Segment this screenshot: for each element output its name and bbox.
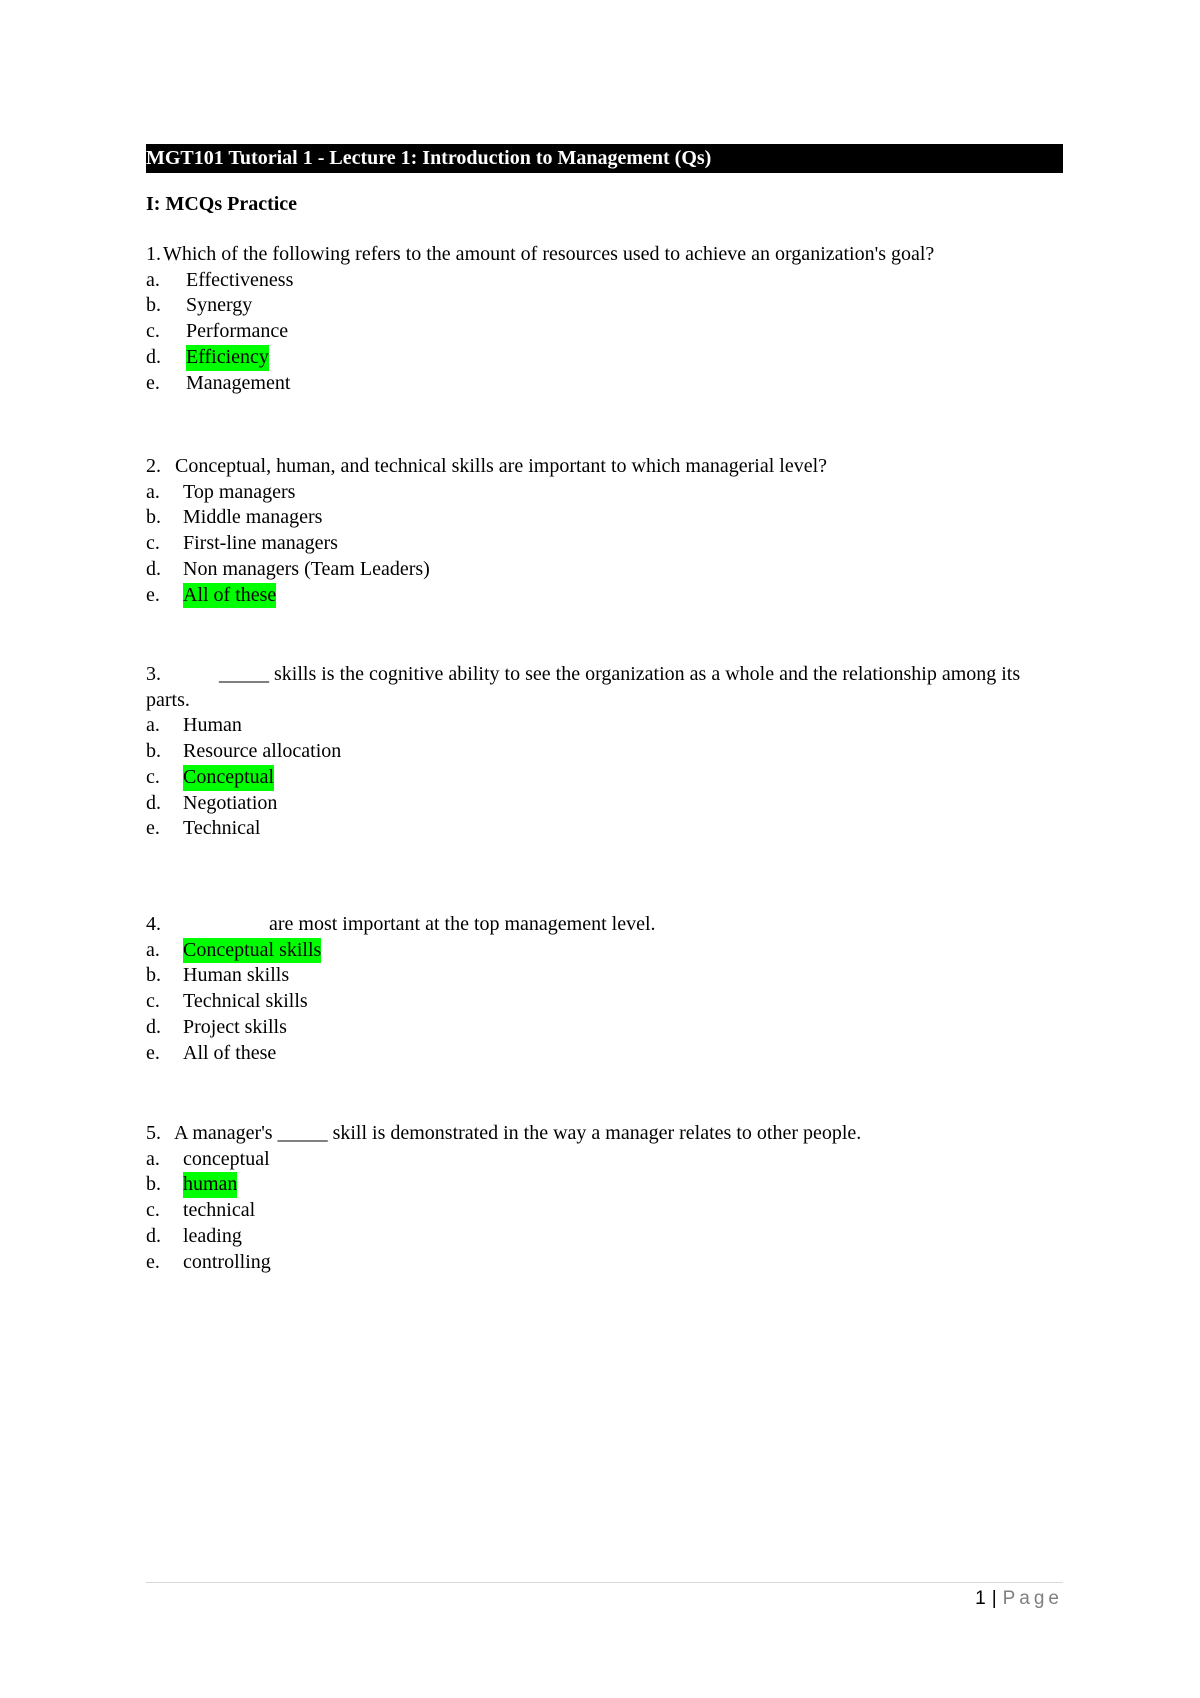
option-b xyxy=(146,1172,1066,1198)
question-4-stem xyxy=(146,912,1066,938)
question-4 xyxy=(146,912,1066,1066)
question-5 xyxy=(146,1121,1066,1275)
option-letter: d. xyxy=(146,1015,161,1038)
option-c xyxy=(146,765,1066,791)
option-b xyxy=(146,293,1066,319)
option-letter: b. xyxy=(146,1173,161,1196)
option-e xyxy=(146,1041,1066,1067)
option-letter: e. xyxy=(146,817,160,840)
option-text: leading xyxy=(183,1224,242,1247)
question-text: A manager's _____ skill is demonstrated in the way a manager relates to other people. xyxy=(174,1122,862,1144)
option-text-correct: Conceptual skills xyxy=(183,938,321,964)
option-text: Management xyxy=(186,371,291,394)
option-text-correct: human xyxy=(183,1172,237,1198)
option-letter: c. xyxy=(146,990,160,1013)
question-number: 4. xyxy=(146,913,161,935)
option-letter: d. xyxy=(146,1224,161,1247)
option-text: Technical xyxy=(183,817,261,840)
question-3-stem xyxy=(146,662,1066,713)
option-c xyxy=(146,531,1066,557)
option-letter: c. xyxy=(146,765,160,788)
option-a xyxy=(146,268,1066,294)
option-text: Technical skills xyxy=(183,990,308,1013)
question-5-stem xyxy=(146,1121,1066,1147)
question-text: are most important at the top management level. xyxy=(269,913,656,935)
option-d xyxy=(146,1015,1066,1041)
option-d xyxy=(146,557,1066,583)
question-number: 3. xyxy=(146,663,161,685)
option-e xyxy=(146,816,1066,842)
option-text: conceptual xyxy=(183,1147,270,1170)
option-a xyxy=(146,713,1066,739)
option-text: Synergy xyxy=(186,294,253,317)
footer-divider xyxy=(146,1582,1063,1583)
option-letter: e. xyxy=(146,371,160,394)
question-number: 1. xyxy=(146,243,161,265)
option-b xyxy=(146,963,1066,989)
question-number: 2. xyxy=(146,455,161,477)
option-letter: a. xyxy=(146,714,160,737)
option-a xyxy=(146,480,1066,506)
option-d xyxy=(146,791,1066,817)
option-text: Top managers xyxy=(183,480,296,503)
option-text: Negotiation xyxy=(183,791,278,814)
option-text: Effectiveness xyxy=(186,268,294,291)
option-text: technical xyxy=(183,1199,256,1222)
option-letter: e. xyxy=(146,583,160,606)
option-letter: c. xyxy=(146,532,160,555)
option-text: controlling xyxy=(183,1250,271,1273)
option-letter: a. xyxy=(146,268,160,291)
option-letter: c. xyxy=(146,320,160,343)
option-text-correct: Efficiency xyxy=(186,345,269,371)
option-text-correct: Conceptual xyxy=(183,765,274,791)
option-c xyxy=(146,1198,1066,1224)
option-letter: d. xyxy=(146,345,161,368)
option-letter: b. xyxy=(146,294,161,317)
option-a xyxy=(146,1147,1066,1173)
option-text: Resource allocation xyxy=(183,740,342,763)
page-footer xyxy=(975,1586,1063,1612)
option-text: Project skills xyxy=(183,1015,287,1038)
question-number: 5. xyxy=(146,1122,161,1144)
option-e xyxy=(146,583,1066,609)
question-2 xyxy=(146,454,1066,608)
option-letter: d. xyxy=(146,557,161,580)
option-letter: b. xyxy=(146,740,161,763)
option-letter: a. xyxy=(146,938,160,961)
option-letter: a. xyxy=(146,1147,160,1170)
question-1 xyxy=(146,242,1066,396)
question-text: Which of the following refers to the amount of resources used to achieve an organization's goal? xyxy=(163,243,935,265)
question-text: _____ skills is the cognitive ability to see the organization as a whole and the relationship among its parts. xyxy=(146,663,1026,711)
document-title: MGT101 Tutorial 1 - Lecture 1: Introduction to Management (Qs) xyxy=(146,144,1063,173)
page-number: 1 xyxy=(975,1588,986,1609)
option-letter: c. xyxy=(146,1199,160,1222)
option-e xyxy=(146,371,1066,397)
section-heading: I: MCQs Practice xyxy=(146,193,298,215)
option-letter: b. xyxy=(146,964,161,987)
option-text-correct: All of these xyxy=(183,583,276,609)
question-1-stem xyxy=(146,242,1066,268)
option-letter: e. xyxy=(146,1250,160,1273)
option-a xyxy=(146,938,1066,964)
option-letter: b. xyxy=(146,506,161,529)
option-b xyxy=(146,505,1066,531)
question-2-stem xyxy=(146,454,1066,480)
page-label: Page xyxy=(1002,1588,1063,1609)
option-text: First-line managers xyxy=(183,532,338,555)
option-text: Performance xyxy=(186,320,289,343)
option-letter: e. xyxy=(146,1041,160,1064)
option-letter: a. xyxy=(146,480,160,503)
option-text: Non managers (Team Leaders) xyxy=(183,557,430,580)
footer-separator: | xyxy=(991,1588,997,1609)
option-c xyxy=(146,319,1066,345)
question-3 xyxy=(146,662,1066,842)
option-text: Human xyxy=(183,714,242,737)
option-text: All of these xyxy=(183,1041,277,1064)
option-letter: d. xyxy=(146,791,161,814)
option-b xyxy=(146,739,1066,765)
option-d xyxy=(146,345,1066,371)
option-c xyxy=(146,989,1066,1015)
option-e xyxy=(146,1250,1066,1276)
option-d xyxy=(146,1224,1066,1250)
question-text: Conceptual, human, and technical skills are important to which managerial level? xyxy=(175,455,828,477)
option-text: Human skills xyxy=(183,964,290,987)
option-text: Middle managers xyxy=(183,506,323,529)
